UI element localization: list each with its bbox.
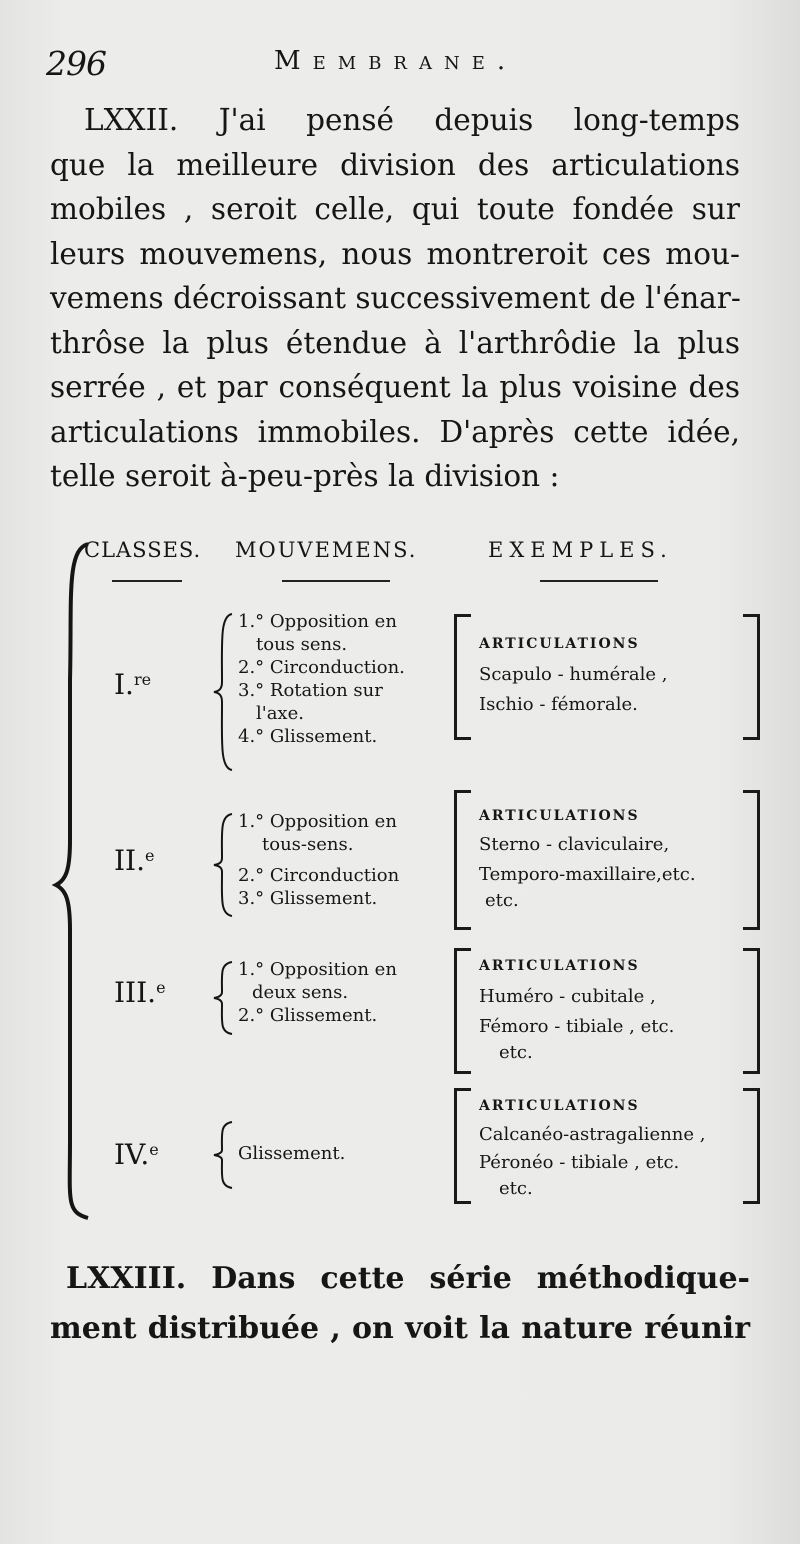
class-label: IV.$^e$ bbox=[114, 1138, 159, 1171]
example-item: etc. bbox=[485, 890, 519, 911]
paragraph-lxxiii bbox=[50, 1254, 750, 1354]
movement-list bbox=[238, 958, 458, 1027]
example-item: Scapulo - humérale , bbox=[479, 664, 668, 685]
paragraph-lxxii bbox=[50, 98, 740, 499]
movement-item: 1.° Opposition en bbox=[238, 611, 397, 632]
header-exemples: EXEMPLES. bbox=[488, 538, 673, 562]
class-label: II.$^e$ bbox=[114, 844, 155, 877]
classification-table bbox=[50, 530, 770, 1220]
text-line: LXXIII. Dans cette série méthodique- bbox=[66, 1261, 750, 1296]
example-item: etc. bbox=[499, 1042, 533, 1063]
example-item: etc. bbox=[499, 1178, 533, 1199]
movement-item: 2.° Circonduction bbox=[238, 865, 400, 886]
examples-box bbox=[454, 1088, 760, 1204]
text-line: thrôse la plus étendue à l'arthrôdie la plus bbox=[50, 325, 740, 360]
header-rule bbox=[112, 580, 182, 582]
page-header bbox=[46, 44, 740, 94]
examples-heading: ARTICULATIONS bbox=[479, 808, 640, 824]
text-line: serrée , et par conséquent la plus voisine des bbox=[50, 370, 740, 404]
text-line: telle seroit à-peu-près la division : bbox=[50, 459, 560, 493]
example-item: Calcanéo-astragalienne , bbox=[479, 1124, 706, 1145]
movement-list bbox=[238, 810, 458, 910]
movement-item: Glissement. bbox=[238, 1143, 346, 1164]
header-rule bbox=[540, 580, 658, 582]
example-item: Huméro - cubitale , bbox=[479, 986, 656, 1007]
examples-heading: ARTICULATIONS bbox=[479, 958, 640, 974]
text-line: articulations immobiles. D'après cette idée, bbox=[50, 414, 740, 449]
movement-list bbox=[238, 1142, 458, 1165]
header-classes: CLASSES. bbox=[84, 538, 202, 562]
text-line: leurs mouvemens, nous montreroit ces mou- bbox=[50, 236, 740, 271]
examples-heading: ARTICULATIONS bbox=[479, 1098, 640, 1114]
movement-item: deux sens. bbox=[252, 982, 349, 1003]
row-brace bbox=[212, 960, 236, 1036]
example-item: Sterno - claviculaire, bbox=[479, 834, 670, 855]
page-number: 296 bbox=[46, 44, 106, 83]
class-label: III.$^e$ bbox=[114, 976, 166, 1009]
example-item: Temporo-maxillaire,etc. bbox=[479, 864, 696, 885]
examples-box bbox=[454, 614, 760, 740]
running-title: Membrane. bbox=[274, 46, 518, 76]
header-rule bbox=[282, 580, 390, 582]
example-item: Ischio - fémorale. bbox=[479, 694, 638, 715]
movement-item: 1.° Opposition en bbox=[238, 959, 397, 980]
class-label: I.$^{re}$ bbox=[114, 668, 152, 701]
examples-heading: ARTICULATIONS bbox=[479, 636, 640, 652]
movement-item: tous sens. bbox=[256, 634, 348, 655]
movement-item: 1.° Opposition en bbox=[238, 811, 397, 832]
movement-item: 3.° Rotation sur bbox=[238, 680, 383, 701]
text-line: que la meilleure division des articulations bbox=[50, 147, 740, 182]
example-item: Fémoro - tibiale , etc. bbox=[479, 1016, 675, 1037]
row-brace bbox=[212, 612, 236, 772]
text-line: ment distribuée , on voit la nature réunir bbox=[50, 1311, 750, 1346]
row-brace bbox=[212, 1120, 236, 1190]
text-line: vemens décroissant successivement de l'énar- bbox=[50, 281, 741, 315]
text-line: mobiles , seroit celle, qui toute fondée sur bbox=[50, 192, 740, 226]
movement-item: 2.° Glissement. bbox=[238, 1005, 378, 1026]
movement-item: l'axe. bbox=[256, 703, 304, 724]
movement-item: tous-sens. bbox=[262, 834, 354, 855]
row-brace bbox=[212, 812, 236, 918]
example-item: Péronéo - tibiale , etc. bbox=[479, 1152, 680, 1173]
table-brace bbox=[52, 540, 92, 1220]
movement-list bbox=[238, 610, 458, 748]
movement-item: 2.° Circonduction. bbox=[238, 657, 405, 678]
examples-box bbox=[454, 948, 760, 1074]
header-mouvemens: MOUVEMENS. bbox=[235, 538, 418, 562]
movement-item: 4.° Glissement. bbox=[238, 726, 378, 747]
examples-box bbox=[454, 790, 760, 930]
text-line: LXXII. J'ai pensé depuis long-temps bbox=[84, 103, 740, 137]
movement-item: 3.° Glissement. bbox=[238, 888, 378, 909]
